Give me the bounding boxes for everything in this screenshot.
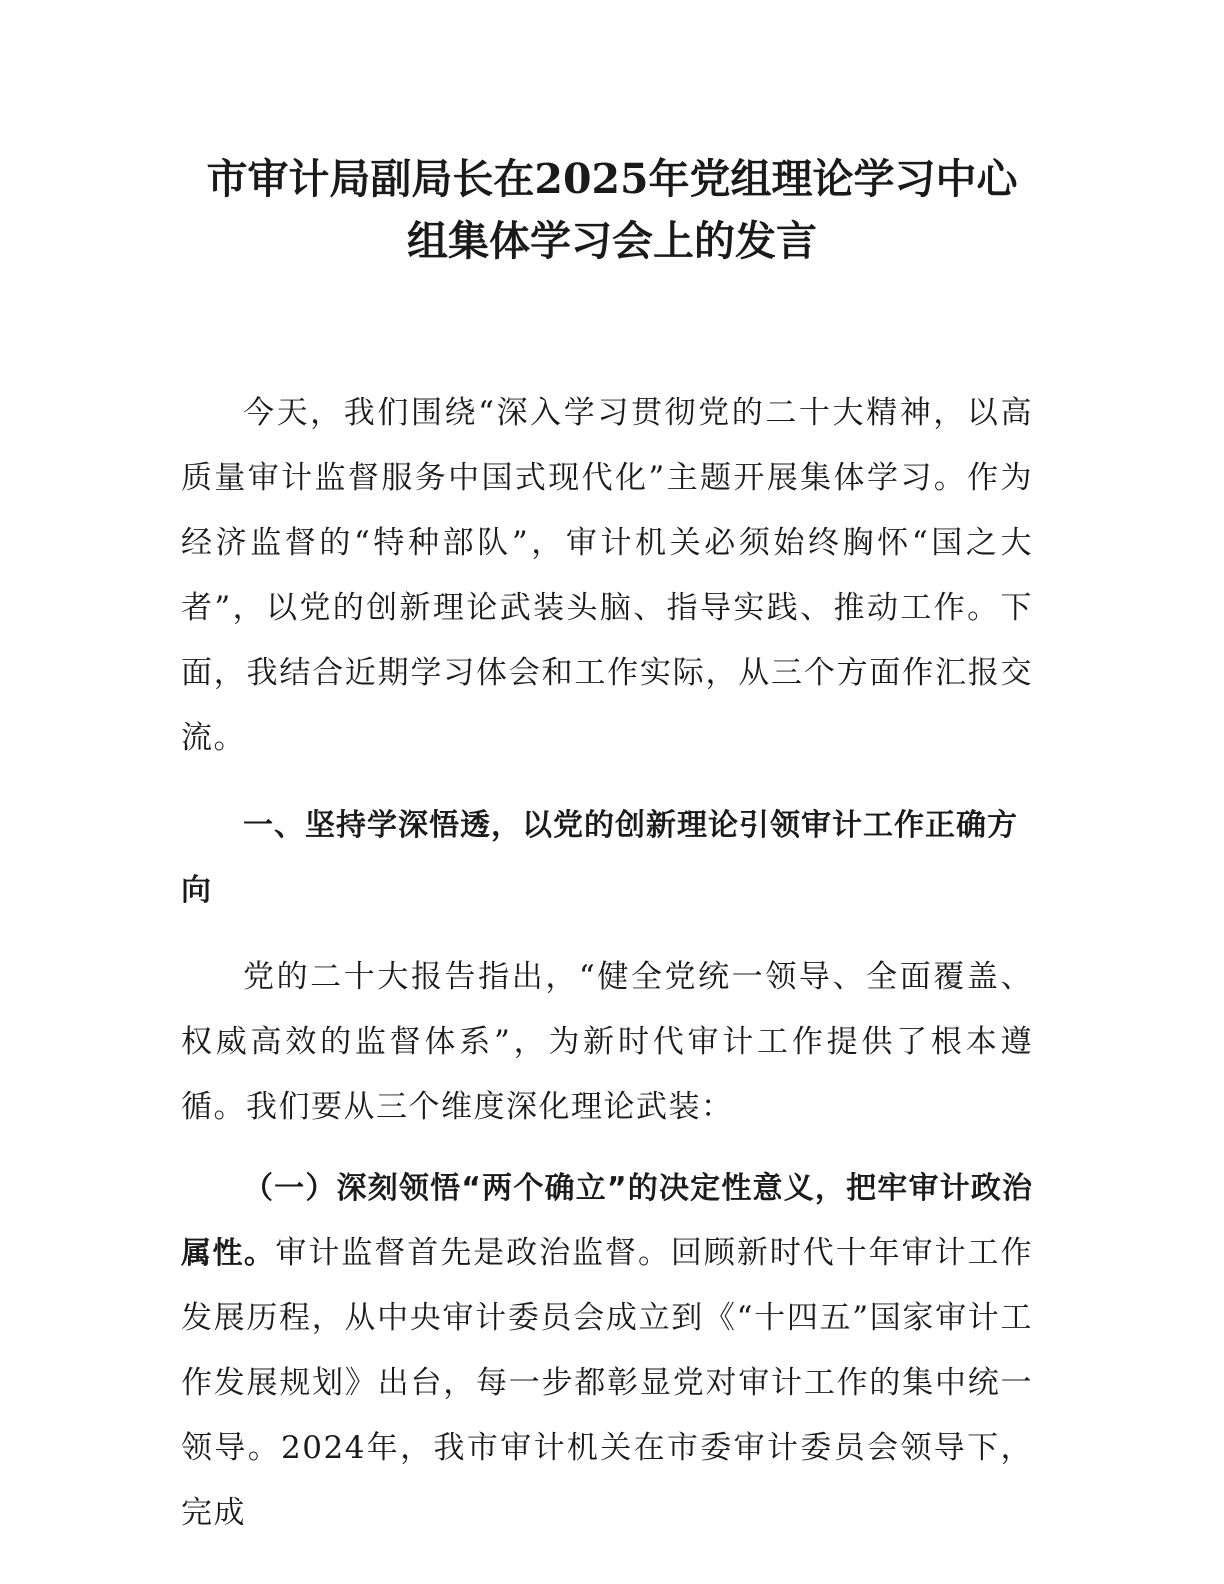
title-line-2: 组集体学习会上的发言: [407, 217, 817, 265]
subsection-1-text: 审计监督首先是政治监督。回顾新时代十年审计工作发展历程，从中央审计委员会成立到《“十四五”国家审计工作发展规划》出台，每一步都彰显党对审计工作的集中统一领导。2024年，我市审计机关在市委审计委员会领导下，完成: [181, 1235, 1034, 1531]
subsection-heading-1: （一）深刻领悟“两个确立”的决定性意义，把牢审计政治属性。: [181, 1171, 1033, 1271]
intro-paragraph: 今天，我们围绕“深入学习贯彻党的二十大精神，以高质量审计监督服务中国式现代化”主题开展集体学习。作为经济监督的“特种部队”，审计机关必须始终胸怀“国之大者”，以党的创新理论武装头脑、指导实践、推动工作。下面，我结合近期学习体会和工作实际，从三个方面作汇报交流。: [181, 395, 1033, 756]
section-1-paragraph: 党的二十大报告指出，“健全党统一领导、全面覆盖、权威高效的监督体系”，为新时代审计工作提供了根本遵循。我们要从三个维度深化理论武装：: [181, 959, 1033, 1125]
section-heading-1: 一、坚持学深悟透，以党的创新理论引领审计工作正确方向: [181, 808, 1018, 908]
title-line-1: 市审计局副局长在2025年党组理论学习中心: [206, 155, 1018, 203]
subsection-1-paragraph: [181, 1156, 1033, 1546]
document-body: [181, 381, 1033, 1546]
document-title: [150, 148, 1074, 272]
